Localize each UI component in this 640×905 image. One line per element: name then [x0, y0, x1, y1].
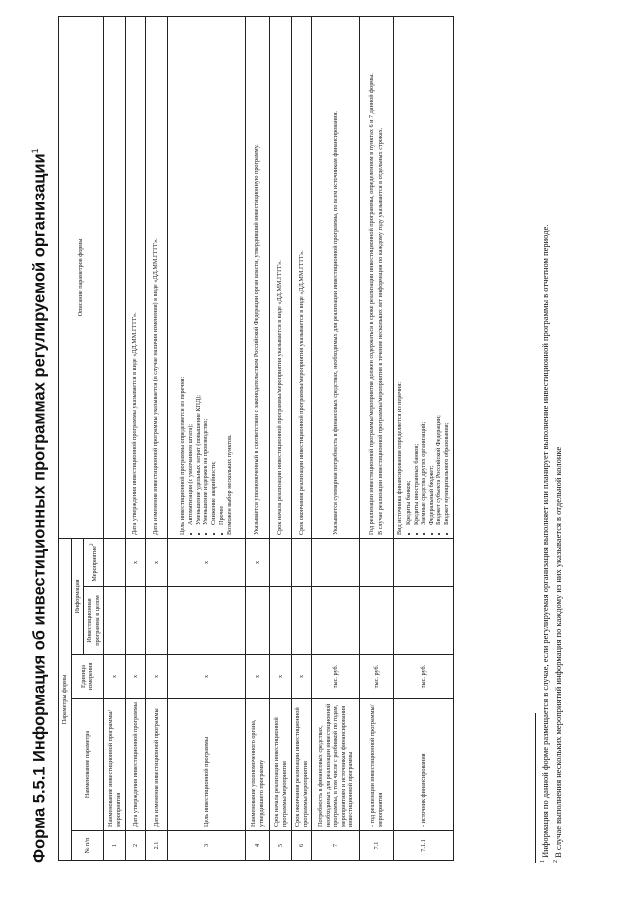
- table-row: [360, 17, 394, 861]
- row-num: 2: [126, 831, 146, 861]
- footnote-rule: [535, 713, 536, 863]
- table-row: [312, 17, 360, 861]
- row-name: Цель инвестиционной программы: [168, 699, 246, 831]
- row-event: x: [168, 539, 246, 587]
- info-event-footnote-mark: 2: [88, 543, 95, 546]
- row-num: 3: [168, 831, 246, 861]
- row-program: [312, 587, 360, 655]
- desc-paragraph: Указывается суммарная потребность в финансовых средствах, необходимых для реализации инвестиционной программы, по всем источникам финансирования.: [331, 111, 339, 535]
- row-num: 7: [312, 831, 360, 861]
- row-program: [246, 587, 270, 655]
- row-desc: [270, 17, 292, 539]
- row-num: 6: [292, 831, 312, 861]
- row-num: 2.1: [146, 831, 168, 861]
- footnote-2-mark: 2: [552, 860, 559, 863]
- row-program: [168, 587, 246, 655]
- table-row: [168, 17, 246, 861]
- desc-paragraph: В случае реализации инвестиционной программы/мероприятия в течение нескольких лет информация по каждому году указывается в отдельных строках.: [376, 127, 384, 535]
- row-num: 1: [104, 831, 126, 861]
- footnote-1: [540, 18, 551, 863]
- desc-list: [405, 20, 450, 535]
- row-desc: [246, 17, 270, 539]
- table-row: [104, 17, 126, 861]
- header-row-1: [59, 17, 72, 861]
- desc-paragraph: Срок окончания реализации инвестиционной программы/мероприятия указывается в виде «ДД.ММ.ГГГГ».: [297, 250, 305, 535]
- desc-list-item: • Уменьшение издержек на производство;: [202, 20, 210, 525]
- row-unit: x: [292, 655, 312, 699]
- desc-header: Описание параметров формы: [59, 17, 104, 539]
- desc-list-item: • Кредиты банков;: [405, 20, 413, 525]
- table-row: [126, 17, 146, 861]
- desc-list-item: • Уменьшение удельных затрат (повышение КПД);: [195, 20, 203, 525]
- row-desc: [126, 17, 146, 539]
- row-name: Срок начала реализации инвестиционной программы/мероприятия: [270, 699, 292, 831]
- row-unit: тыс. руб.: [360, 655, 394, 699]
- row-program: [292, 587, 312, 655]
- row-num: 4: [246, 831, 270, 861]
- row-event: [360, 539, 394, 587]
- row-program: [360, 587, 394, 655]
- row-num: 5: [270, 831, 292, 861]
- desc-paragraph: Указывается уполномоченный в соответствии с законодательством Российской Федерации орган власти, утвердивший инвестиционную программу.: [253, 144, 261, 535]
- desc-paragraph: Дата изменения инвестиционной программы указывается (в случае наличия изменения) в виде «ДД.ММ.ГГГГ».: [152, 238, 160, 535]
- desc-list-item: • Заемные средства других организаций;: [420, 20, 428, 525]
- row-desc: [360, 17, 394, 539]
- row-event: x: [246, 539, 270, 587]
- row-num: 7.1: [360, 831, 394, 861]
- info-event-header: [84, 539, 104, 587]
- row-name: Потребность в финансовых средствах, необходимых для реализации инвестиционной программы, в том числе с разбивкой по годам, мероприятиям и источникам финансирования инвестиционной программы: [312, 699, 360, 831]
- desc-list-item: • Бюджет муниципального образования;: [443, 20, 451, 525]
- form-title: [30, 23, 50, 863]
- row-desc: [312, 17, 360, 539]
- row-unit: x: [146, 655, 168, 699]
- row-program: [126, 587, 146, 655]
- row-name: Дата изменения инвестиционной программы: [146, 699, 168, 831]
- desc-paragraph: Дата утверждения инвестиционной программы указывается в виде «ДД.ММ.ГГГГ».: [131, 312, 139, 535]
- info-program-header: Инвестиционная программа в целом: [84, 587, 104, 655]
- info-group-header: Информация: [71, 539, 84, 655]
- row-event: x: [146, 539, 168, 587]
- row-name: - источник финансирования: [394, 699, 454, 831]
- row-name: Дата утверждения инвестиционной программы: [126, 699, 146, 831]
- desc-paragraph: Год реализации инвестиционной программы/мероприятия должен содержаться в сроке реализации инвестиционной программы, определенном в пунктах 6 и 7 данной формы.: [368, 73, 376, 535]
- desc-list-item: • Федеральный бюджет;: [428, 20, 436, 525]
- num-header: № п/п: [71, 831, 104, 861]
- row-unit: тыс. руб.: [394, 655, 454, 699]
- name-header: Наименование параметра: [71, 699, 104, 831]
- form-table: [58, 16, 454, 861]
- desc-list-item: • Снижение аварийности;: [210, 20, 218, 525]
- row-unit: тыс. руб.: [312, 655, 360, 699]
- desc-list: [187, 20, 225, 535]
- row-program: [394, 587, 454, 655]
- footnote-2: [553, 18, 564, 863]
- row-program: [270, 587, 292, 655]
- params-group-header: Параметры формы: [59, 539, 72, 861]
- info-event-header-text: Мероприятие: [90, 545, 98, 582]
- row-event: [292, 539, 312, 587]
- row-name: Срок окончания реализации инвестиционной программы/мероприятия: [292, 699, 312, 831]
- footnotes: [535, 18, 565, 863]
- row-event: [270, 539, 292, 587]
- desc-paragraph: Цель инвестиционной программы определяется из перечня:: [178, 376, 186, 535]
- row-desc: [146, 17, 168, 539]
- row-desc: [168, 17, 246, 539]
- row-program: [104, 587, 126, 655]
- desc-paragraph: Возможен выбор нескольких пунктов.: [226, 434, 234, 535]
- footnote-2-text: В случае выполнения нескольких мероприятий информация по каждому из них указывается в отдельной колонке: [552, 446, 563, 858]
- row-event: x: [126, 539, 146, 587]
- row-num: 7.1.1: [394, 831, 454, 861]
- desc-list-item: • Бюджет субъекта Российской Федерации;: [435, 20, 443, 525]
- form-title-text: Форма 5.5.1 Информация об инвестиционных программах регулируемой организации: [30, 153, 49, 863]
- desc-paragraph: Вид источника финансирования определяется из перечня:: [396, 382, 404, 535]
- row-unit: x: [104, 655, 126, 699]
- table-body: [104, 17, 454, 861]
- row-unit: x: [246, 655, 270, 699]
- table-row: [146, 17, 168, 861]
- row-name: Наименование инвестиционной программы/мероприятия: [104, 699, 126, 831]
- row-event: [394, 539, 454, 587]
- footnote-1-mark: 1: [540, 860, 547, 863]
- row-desc: [292, 17, 312, 539]
- row-name: - год реализации инвестиционной программы/мероприятия: [360, 699, 394, 831]
- table-row: [292, 17, 312, 861]
- row-name: Наименование уполномоченного органа, утвердившего программу: [246, 699, 270, 831]
- desc-list-item: • Кредиты иностранных банков;: [413, 20, 421, 525]
- desc-paragraph: Срок начала реализации инвестиционной программы/мероприятия указывается в виде «ДД.ММ.ГГГГ».: [276, 260, 284, 535]
- row-desc: [394, 17, 454, 539]
- footnote-1-text: Информация по данной форме размещается в случае, если регулируемая организация выполняет или планирует выполнение инвестиционной программы в отчетном периоде.: [540, 224, 550, 858]
- row-desc: [104, 17, 126, 539]
- row-event: [312, 539, 360, 587]
- table-row: [270, 17, 292, 861]
- row-program: [146, 587, 168, 655]
- row-unit: x: [270, 655, 292, 699]
- title-footnote-mark: 1: [30, 148, 40, 154]
- row-unit: x: [126, 655, 146, 699]
- row-unit: x: [168, 655, 246, 699]
- unit-header: Единица измерения: [71, 655, 104, 699]
- table-row: [246, 17, 270, 861]
- desc-list-item: • Автоматизация (с умолчанием штата);: [187, 20, 195, 525]
- table-row: [394, 17, 454, 861]
- desc-list-item: • Прочее: [218, 20, 226, 525]
- row-event: [104, 539, 126, 587]
